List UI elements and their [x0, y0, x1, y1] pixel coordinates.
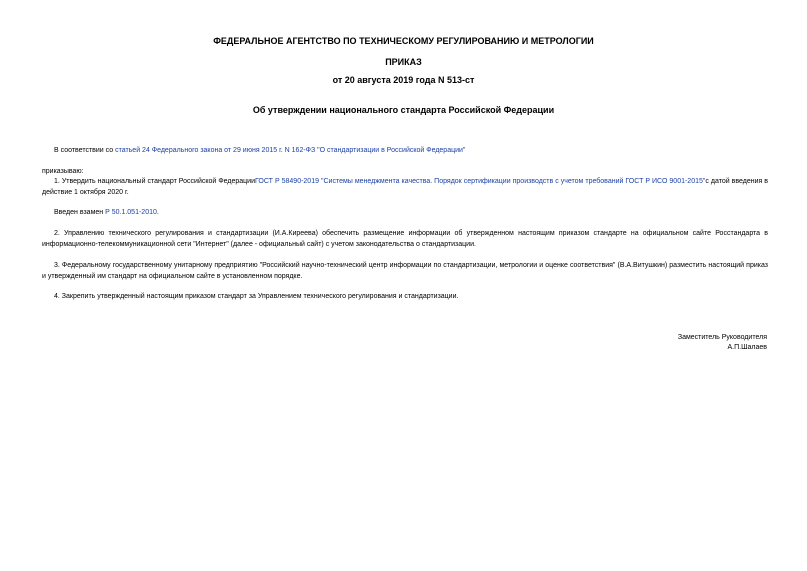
date-number: от 20 августа 2019 года N 513-ст: [332, 75, 475, 85]
law-link[interactable]: статьей 24 Федерального закона от 29 июня 2015 г. N 162-ФЗ "О стандартизации в Российской Федерации": [115, 147, 466, 154]
item-3-paragraph: 3. Федеральному государственному унитарному предприятию "Российский научно-технический центр информации по стандартизации, метрологии и оценке соответствия" (В.А.Витушкин) разместить настоящий приказ и утвержденный им стандарт на официальном сайте в установленном порядке.: [42, 262, 768, 280]
replaced-standard-link[interactable]: Р 50.1.051-2010: [105, 209, 157, 216]
doc-type-title: ПРИКАЗ: [385, 57, 422, 67]
item-4-paragraph: 4. Закрепить утвержденный настоящим приказом стандарт за Управлением технического регулирования и стандартизации.: [54, 293, 459, 300]
subject-title: Об утверждении национального стандарта Российской Федерации: [252, 105, 555, 115]
item-1-suffix: с датой введения в действие 1 октября 2020 г.: [42, 178, 769, 196]
signature-position: Заместитель Руководителя: [677, 334, 767, 341]
replaced-paragraph: [42, 207, 768, 218]
basis-paragraph: [42, 145, 768, 156]
replaced-suffix: .: [156, 209, 159, 216]
item-2-paragraph: 2. Управлению технического регулирования и стандартизации (И.А.Киреева) обеспечить размещение информации об утвержденном настоящим приказом стандарте на официальном сайте Росстандарта в информационно-телекоммуникационной сети "Интернет" (далее - официальный сайт) с учетом законодательства о стандартизации.: [42, 230, 768, 248]
order-word: приказываю:: [42, 168, 84, 175]
replaced-prefix: Введен взамен: [54, 209, 106, 216]
item-1-prefix: 1. Утвердить национальный стандарт Российской Федерации: [54, 178, 255, 185]
signature-name: А.П.Шалаев: [727, 344, 767, 351]
item-1-paragraph: [42, 176, 768, 198]
standard-link[interactable]: ГОСТ Р 58490-2019 "Системы менеджмента качества. Порядок сертификации производств с учетом требований ГОСТ Р ИСО 9001-2015": [255, 178, 706, 185]
basis-prefix: В соответствии со: [54, 147, 116, 154]
agency-title: ФЕДЕРАЛЬНОЕ АГЕНТСТВО ПО ТЕХНИЧЕСКОМУ РЕГУЛИРОВАНИЮ И МЕТРОЛОГИИ: [213, 36, 594, 46]
